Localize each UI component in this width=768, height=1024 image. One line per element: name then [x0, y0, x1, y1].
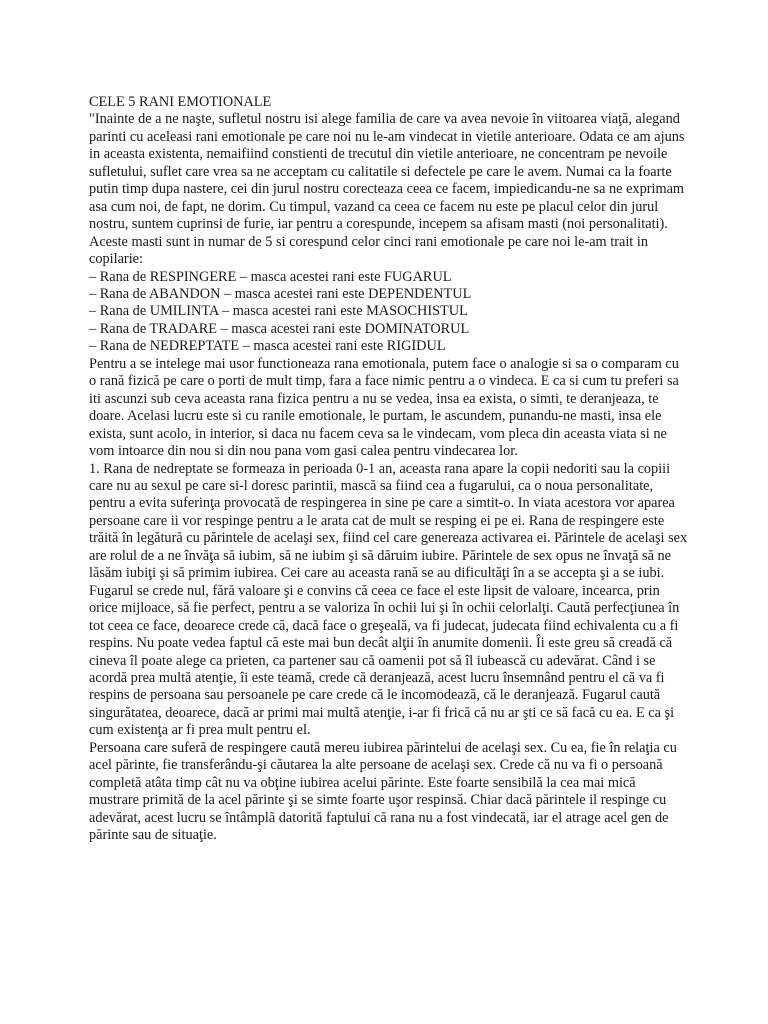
fugitive-paragraph: Fugarul se crede nul, fără valoare şi e convins că ceea ce face el este lipsit de valoare, incearca, prin orice mijloace, să fie perfect, pentru a se valoriza în ochii lui şi în ochii celorlalţi. Caută perfecţiunea în tot ceea ce face, deoarece crede că, dacă face o greşeală, va fi judecat, judecata fiind echivalenta cu a fi respins. Nu poate vedea faptul că este mai bun decât alţii în anumite domenii. Îi este greu să creadă că cineva îl poate alege ca prieten, ca partener sau că oamenii pot să îl iubească cu adevărat. Când i se acordă prea multă atenţie, îi este teamă, crede că deranjează, acest lucru însemnând pentru el că va fi respins de persoana sau persoanele pe care crede că le incomodează, că le deranjează. Fugarul caută singurătatea, deoarece, dacă ar primi mai multă atenţie, i-ar fi frică că nu ar şti ce să facă cu ea. E ca şi cum existenţa ar fi prea mult pentru el. [89, 582, 680, 739]
list-item: – Rana de UMILINTA – masca acestei rani este MASOCHISTUL [89, 303, 468, 320]
masks-intro-paragraph: Aceste masti sunt in numar de 5 si corespund celor cinci rani emotionale pe care noi le-am trait in copilarie: [89, 233, 648, 268]
document-title: CELE 5 RANI EMOTIONALE [89, 94, 272, 110]
list-item: – Rana de ABANDON – masca acestei rani este DEPENDENTUL [89, 285, 472, 302]
list-item: – Rana de TRADARE – masca acestei rani este DOMINATORUL [89, 320, 470, 337]
document-body [89, 94, 689, 844]
parent-paragraph: Persoana care suferă de respingere caută mereu iubirea părintelui de acelaşi sex. Cu ea, fie în relaţia cu acel părinte, fie transferându-şi căutarea la alte persoane de acelaşi sex. Crede că nu va fi o persoană completă atâta timp cât nu va obţine iubirea acelui părinte. Este foarte sensibilă la cea mai mică mustrare primită de la acel părinte şi se simte foarte uşor respinsă. Chiar dacă părintele il respinge cu adevărat, acest lucru se întâmplă datorită faptului că rana nu a fost vindecată, iar el atrage acel gen de părinte sau de situaţie. [89, 739, 677, 844]
intro-paragraph: "Inainte de a ne naşte, sufletul nostru isi alege familia de care va avea nevoie în viitoarea viaţă, alegand parinti cu aceleasi rani emotionale pe care noi nu le-am vindecat in vietile anterioare. Odata ce am ajuns in aceasta existenta, nemaifiind constienti de trecutul din vietile anterioare, ne concentram pe nevoile sufletului, suflet care vrea sa ne acceptam cu calitatile si defectele pe care le avem. Numai ca la foarte putin timp dupa nastere, cei din jurul nostru corecteaza ceea ce facem, impiedicandu-ne sa ne exprimam asa cum noi, de fapt, ne dorim. Cu timpul, vazand ca ceea ce facem nu este pe placul celor din jurul nostru, suntem cuprinsi de furie, iar pentru a corespunde, incepem sa afisam masti (noi personalitati). [89, 111, 685, 233]
section-one-paragraph: 1. Rana de nedreptate se formeaza in perioada 0-1 an, aceasta rana apare la copii nedoriti sau la copiii care nu au sexul pe care si-l doresc parintii, mască sa fiind cea a fugarului, ca o noua personalitate, pentru a evita suferinţa provocată de respingerea in sine pe care a simtit-o. In viata acestora vor aparea persoane care ii vor respinge pentru a le arata cat de mult se resping ei pe ei. Rana de respingere este trăită în legătură cu părintele de acelaşi sex, fiind cel care genereaza activarea ei. Părintele de acelaşi sex are rolul de a ne învăţa să iubim, să ne iubim şi să dăruim iubire. Părintele de sex opus ne învaţă să ne lăsăm iubiţi şi să primim iubirea. Cei care au aceasta rană se au dificultăţi în a se accepta şi a se iubi. [89, 460, 688, 582]
analogy-paragraph: Pentru a se intelege mai usor functioneaza rana emotionala, putem face o analogie si sa o comparam cu o rană fizică pe care o porti de mult timp, fara a face nimic pentru a o vindeca. E ca si cum tu preferi sa iti ascunzi sub ceva aceasta rana fizica pentru a nu se vedea, insa ea exista, o simti, te deranjeaza, te doare. Acelasi lucru este si cu ranile emotionale, le purtam, le ascundem, punandu-ne masti, insa ele exista, sunt acolo, in interior, si daca nu facem ceva sa le vindecam, vom pleca din aceasta viata si ne vom intoarce din nou si din nou pana vom gasi calea pentru vindecarea lor. [89, 355, 679, 460]
list-item: – Rana de NEDREPTATE – masca acestei rani este RIGIDUL [89, 338, 446, 355]
list-item: – Rana de RESPINGERE – masca acestei rani este FUGARUL [89, 268, 452, 285]
wounds-list [89, 269, 689, 356]
